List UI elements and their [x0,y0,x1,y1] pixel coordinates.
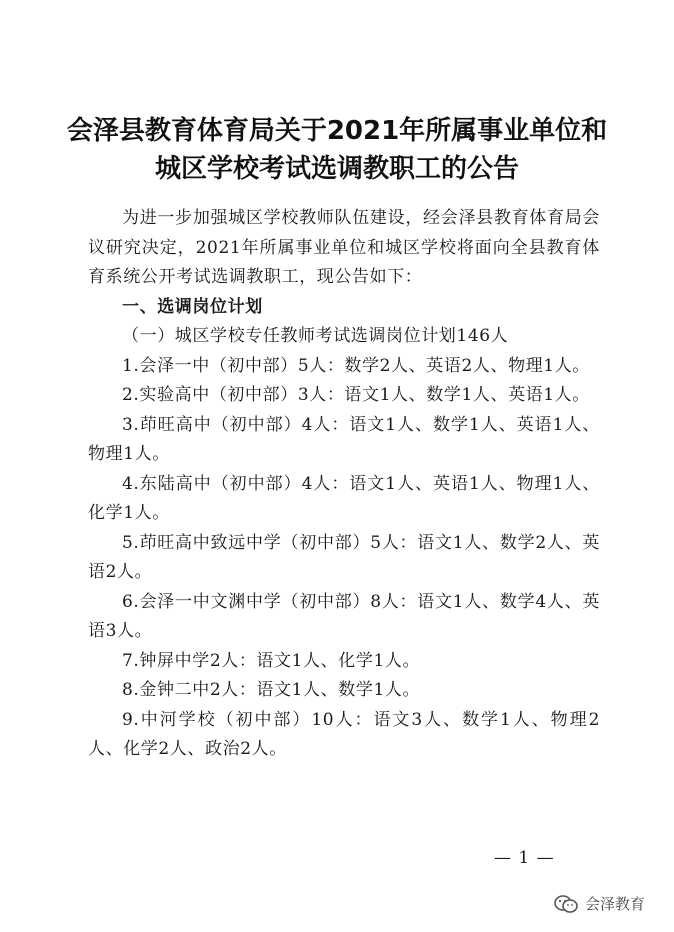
list-item: 4.东陆高中（初中部）4人：语文1人、英语1人、物理1人、化学1人。 [88,473,600,523]
list-item: 6.会泽一中文渊中学（初中部）8人：语文1人、数学4人、英语3人。 [88,591,600,641]
list-item: 7.钟屏中学2人：语文1人、化学1人。 [122,650,421,671]
wechat-official-account-icon [553,894,579,914]
list-item: 3.茚旺高中（初中部）4人：语文1人、数学1人、英语1人、物理1人。 [88,414,600,464]
list-item: 1.会泽一中（初中部）5人：数学2人、英语2人、物理1人。 [122,355,590,376]
watermark [553,893,645,914]
title-line-2: 城区学校考试选调教职工的公告 [154,154,519,184]
section-heading: 一、选调岗位计划 [122,296,263,317]
page-number: — 1 — [494,848,555,868]
watermark-text: 会泽教育 [585,895,646,913]
document-title [0,112,674,188]
list-item: 8.金钟二中2人：语文1人、数学1人。 [122,680,421,700]
subsection-heading: （一）城区学校专任教师考试选调岗位计划146人 [122,326,509,346]
title-line-1: 会泽县教育体育局关于2021年所属事业单位和 [66,116,608,146]
list-item: 9.中河学校（初中部）10人：语文3人、数学1人、物理2人、化学2人、政治2人。 [88,709,600,759]
intro-paragraph: 为进一步加强城区学校教师队伍建设，经会泽县教育体育局会议研究决定，2021年所属事业单位和城区学校将面向全县教育体育系统公开考试选调教职工，现公告如下： [88,208,600,287]
list-item: 5.茚旺高中致远中学（初中部）5人：语文1人、数学2人、英语2人。 [88,532,600,582]
document-body [88,204,600,765]
list-item: 2.实验高中（初中部）3人：语文1人、数学1人、英语1人。 [122,385,590,405]
